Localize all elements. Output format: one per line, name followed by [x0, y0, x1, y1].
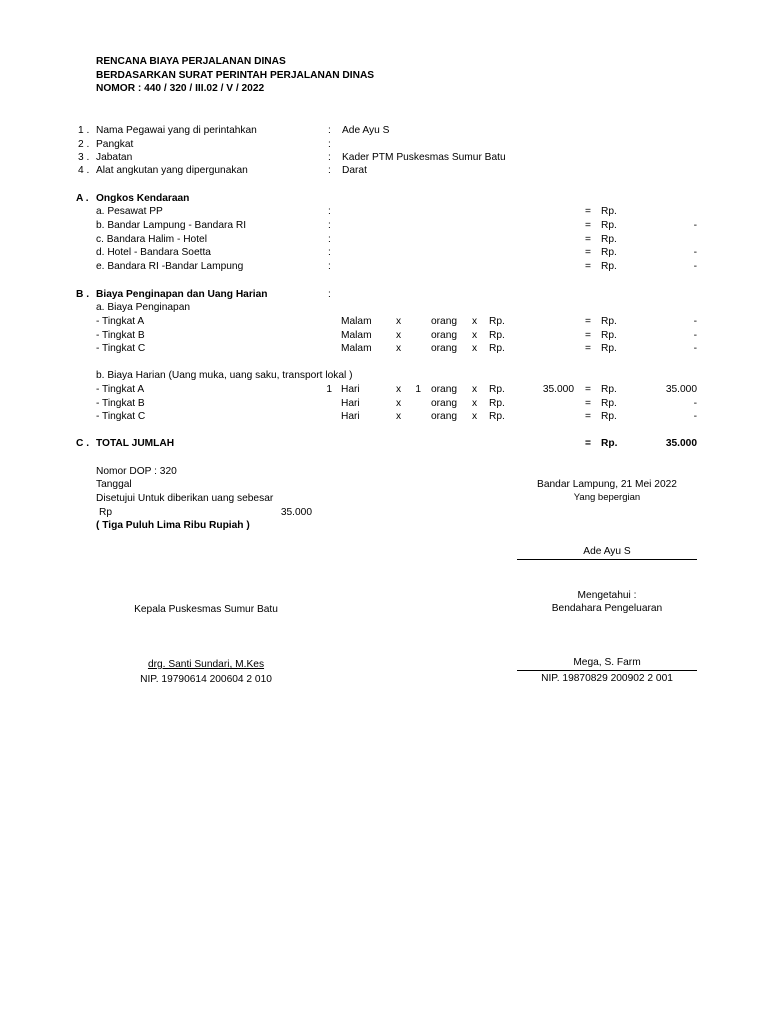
signature-line	[517, 559, 697, 560]
approved-amount: 35.000	[280, 507, 312, 518]
orang-label: orang	[431, 316, 458, 327]
currency-label: Rp.	[489, 398, 505, 409]
unit-label: Hari	[341, 384, 360, 395]
treasurer-name: Mega, S. Farm	[573, 657, 641, 668]
currency-label: Rp.	[601, 261, 617, 272]
doc-number: NOMOR : 440 / 320 / III.02 / V / 2022	[96, 83, 265, 94]
equals-sign: =	[585, 234, 591, 245]
amount: -	[693, 261, 697, 272]
level-label: - Tingkat C	[96, 411, 146, 422]
section-letter: B .	[76, 289, 90, 300]
info-value: Darat	[342, 165, 367, 176]
currency-label: Rp.	[601, 330, 617, 341]
times-sign: x	[472, 330, 478, 341]
equals-sign: =	[585, 343, 591, 354]
times-sign: x	[472, 398, 478, 409]
currency-label: Rp.	[601, 438, 618, 449]
currency-label: Rp.	[601, 206, 617, 217]
info-label: Nama Pegawai yang di perintahkan	[96, 125, 257, 136]
head-title: Kepala Puskesmas Sumur Batu	[134, 604, 278, 615]
subsection-title: b. Biaya Harian (Uang muka, uang saku, transport lokal )	[96, 370, 353, 381]
currency-label: Rp.	[601, 343, 617, 354]
transport-label: b. Bandar Lampung - Bandara RI	[96, 220, 247, 231]
times-sign: x	[396, 398, 402, 409]
section-colon: :	[328, 289, 331, 300]
unit-label: Hari	[341, 411, 360, 422]
approval-text: Disetujui Untuk diberikan uang sebesar	[96, 493, 274, 504]
equals-sign: =	[585, 384, 591, 395]
amount: 35.000	[665, 384, 697, 395]
total-title: TOTAL JUMLAH	[96, 438, 175, 449]
orang-label: orang	[431, 411, 458, 422]
persons: 1	[415, 384, 421, 395]
info-label: Pangkat	[96, 139, 134, 150]
total-amount: 35.000	[665, 438, 697, 449]
orang-label: orang	[431, 398, 458, 409]
treasurer-title: Bendahara Pengeluaran	[551, 603, 663, 614]
rate: 35.000	[542, 384, 574, 395]
equals-sign: =	[585, 247, 591, 258]
dop-number: Nomor DOP : 320	[96, 466, 177, 477]
transport-label: d. Hotel - Bandara Soetta	[96, 247, 211, 258]
currency-label: Rp.	[601, 384, 617, 395]
info-number: 4 .	[78, 165, 90, 176]
info-colon: :	[328, 165, 331, 176]
amount: -	[693, 247, 697, 258]
currency-label: Rp.	[601, 398, 617, 409]
info-number: 1 .	[78, 125, 90, 136]
info-value: Kader PTM Puskesmas Sumur Batu	[342, 152, 506, 163]
transport-colon: :	[328, 234, 331, 245]
currency-label: Rp.	[489, 316, 505, 327]
transport-colon: :	[328, 247, 331, 258]
head-name: drg. Santi Sundari, M.Kes	[147, 659, 265, 670]
head-nip: NIP. 19790614 200604 2 010	[140, 674, 272, 685]
equals-sign: =	[585, 206, 591, 217]
equals-sign: =	[585, 438, 591, 449]
section-letter: A .	[76, 193, 89, 204]
unit-label: Hari	[341, 398, 360, 409]
times-sign: x	[472, 316, 478, 327]
doc-title: RENCANA BIAYA PERJALANAN DINAS	[96, 56, 286, 67]
section-letter: C .	[76, 438, 90, 449]
currency-label: Rp.	[489, 343, 505, 354]
info-colon: :	[328, 152, 331, 163]
transport-colon: :	[328, 261, 331, 272]
equals-sign: =	[585, 330, 591, 341]
signature-line	[517, 670, 697, 671]
currency-label: Rp.	[601, 220, 617, 231]
section-title: Ongkos Kendaraan	[96, 193, 190, 204]
times-sign: x	[396, 411, 402, 422]
transport-colon: :	[328, 206, 331, 217]
transport-label: c. Bandara Halim - Hotel	[96, 234, 207, 245]
times-sign: x	[396, 330, 402, 341]
level-label: - Tingkat A	[96, 384, 145, 395]
currency-label: Rp.	[601, 247, 617, 258]
quantity: 1	[326, 384, 332, 395]
treasurer-nip: NIP. 19870829 200902 2 001	[541, 673, 673, 684]
amount: -	[693, 316, 697, 327]
currency-label: Rp.	[489, 330, 505, 341]
orang-label: orang	[431, 384, 458, 395]
equals-sign: =	[585, 316, 591, 327]
info-colon: :	[328, 139, 331, 150]
amount: -	[693, 343, 697, 354]
orang-label: orang	[431, 343, 458, 354]
traveler-name: Ade Ayu S	[583, 546, 631, 557]
amount: -	[693, 330, 697, 341]
level-label: - Tingkat B	[96, 398, 145, 409]
times-sign: x	[396, 343, 402, 354]
currency-label: Rp.	[601, 316, 617, 327]
currency-label: Rp.	[489, 384, 505, 395]
level-label: - Tingkat A	[96, 316, 145, 327]
amount-in-words: ( Tiga Puluh Lima Ribu Rupiah )	[96, 520, 250, 531]
transport-colon: :	[328, 220, 331, 231]
equals-sign: =	[585, 411, 591, 422]
unit-label: Malam	[341, 330, 372, 341]
currency-label: Rp	[99, 507, 113, 518]
currency-label: Rp.	[601, 234, 617, 245]
currency-label: Rp.	[489, 411, 505, 422]
unit-label: Malam	[341, 316, 372, 327]
info-number: 2 .	[78, 139, 90, 150]
times-sign: x	[472, 411, 478, 422]
orang-label: orang	[431, 330, 458, 341]
info-label: Jabatan	[96, 152, 133, 163]
times-sign: x	[396, 384, 402, 395]
times-sign: x	[396, 316, 402, 327]
info-value: Ade Ayu S	[342, 125, 390, 136]
place-date: Bandar Lampung, 21 Mei 2022	[537, 479, 677, 490]
doc-subtitle: BERDASARKAN SURAT PERINTAH PERJALANAN DINAS	[96, 70, 375, 81]
times-sign: x	[472, 384, 478, 395]
currency-label: Rp.	[601, 411, 617, 422]
amount: -	[693, 398, 697, 409]
transport-label: a. Pesawat PP	[96, 206, 163, 217]
equals-sign: =	[585, 398, 591, 409]
info-label: Alat angkutan yang dipergunakan	[96, 165, 248, 176]
subsection-title: a. Biaya Penginapan	[96, 302, 191, 313]
level-label: - Tingkat B	[96, 330, 145, 341]
transport-label: e. Bandara RI -Bandar Lampung	[96, 261, 244, 272]
date-label: Tanggal	[96, 479, 132, 490]
equals-sign: =	[585, 220, 591, 231]
traveler-caption: Yang bepergian	[573, 492, 641, 503]
section-title: Biaya Penginapan dan Uang Harian	[96, 289, 268, 300]
info-number: 3 .	[78, 152, 90, 163]
amount: -	[693, 220, 697, 231]
amount: -	[693, 411, 697, 422]
level-label: - Tingkat C	[96, 343, 146, 354]
unit-label: Malam	[341, 343, 372, 354]
acknowledged-label: Mengetahui :	[577, 590, 637, 601]
equals-sign: =	[585, 261, 591, 272]
info-colon: :	[328, 125, 331, 136]
times-sign: x	[472, 343, 478, 354]
